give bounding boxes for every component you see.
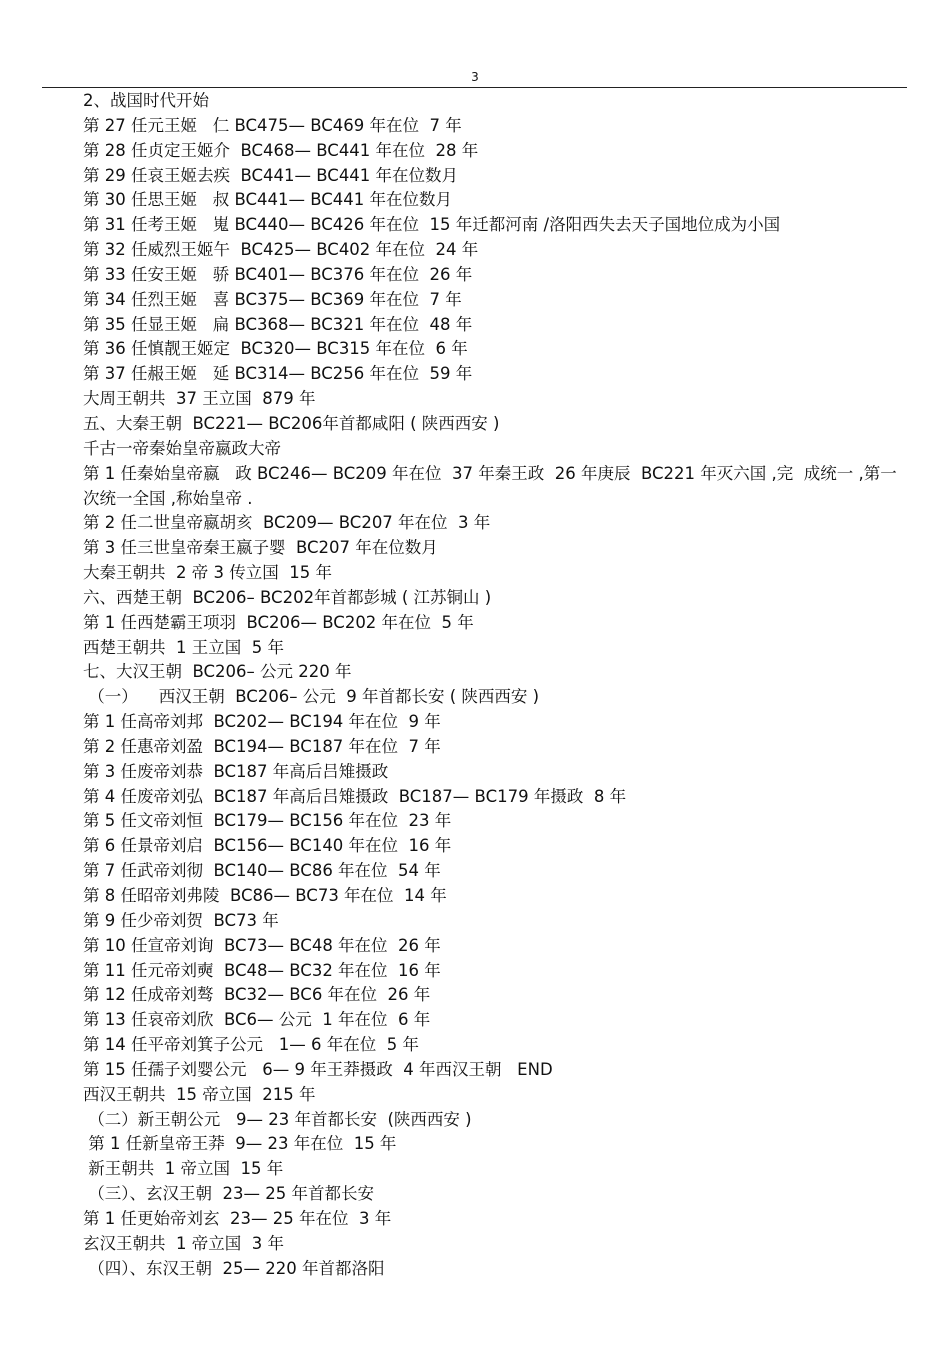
text-line: 第 3 任废帝刘恭 BC187 年高后吕雉摄政 <box>83 761 389 781</box>
text-line: 第 33 任安王姬 骄 BC401— BC376 年在位 26 年 <box>83 264 473 284</box>
document-body <box>83 89 913 1282</box>
section-heading: 五、大秦王朝 BC221— BC206年首都咸阳 ( 陕西西安 ) <box>83 413 500 433</box>
text-line: 第 29 任哀王姬去疾 BC441— BC441 年在位数月 <box>83 165 459 185</box>
subsection-heading: （二）新王朝公元 9— 23 年首都长安 (陕西西安 ) <box>83 1109 472 1129</box>
text-line: 大周王朝共 37 王立国 879 年 <box>83 389 316 409</box>
text-line: 大秦王朝共 2 帝 3 传立国 15 年 <box>83 563 332 583</box>
text-line: 第 11 任元帝刘奭 BC48— BC32 年在位 16 年 <box>83 960 441 980</box>
text-line: 第 27 任元王姬 仁 BC475— BC469 年在位 7 年 <box>83 115 462 135</box>
subsection-heading: （四）、东汉王朝 25— 220 年首都洛阳 <box>83 1258 385 1278</box>
text-line: 西楚王朝共 1 王立国 5 年 <box>83 637 284 657</box>
subsection-heading: （三）、玄汉王朝 23— 25 年首都长安 <box>83 1184 374 1204</box>
text-line: 第 10 任宣帝刘询 BC73— BC48 年在位 26 年 <box>83 935 441 955</box>
page-number: 3 <box>471 70 479 84</box>
text-line: 第 37 任赧王姬 延 BC314— BC256 年在位 59 年 <box>83 364 473 384</box>
section-heading: 六、西楚王朝 BC206– BC202年首都彭城 ( 江苏铜山 ) <box>83 587 492 607</box>
text-line: 第 14 任平帝刘箕子公元 1— 6 年在位 5 年 <box>83 1035 419 1055</box>
text-line: 第 34 任烈王姬 喜 BC375— BC369 年在位 7 年 <box>83 289 462 309</box>
text-line: 第 31 任考王姬 嵬 BC440— BC426 年在位 15 年迁都河南 /洛阳西失去天子国地位成为小国 <box>83 215 781 235</box>
text-line: 第 7 任武帝刘彻 BC140— BC86 年在位 54 年 <box>83 861 441 881</box>
text-line: 第 15 任孺子刘婴公元 6— 9 年王莽摄政 4 年西汉王朝 END <box>83 1059 553 1079</box>
section-heading: 七、大汉王朝 BC206– 公元 220 年 <box>83 662 352 682</box>
text-line: 第 6 任景帝刘启 BC156— BC140 年在位 16 年 <box>83 836 452 856</box>
text-line: 第 1 任西楚霸王项羽 BC206— BC202 年在位 5 年 <box>83 612 474 632</box>
text-line: 第 1 任更始帝刘玄 23— 25 年在位 3 年 <box>83 1208 392 1228</box>
header-rule <box>42 87 907 88</box>
text-line: 西汉王朝共 15 帝立国 215 年 <box>83 1084 316 1104</box>
text-line: 第 2 任惠帝刘盈 BC194— BC187 年在位 7 年 <box>83 736 441 756</box>
text-line: 第 2 任二世皇帝嬴胡亥 BC209— BC207 年在位 3 年 <box>83 513 491 533</box>
text-line: 千古一帝秦始皇帝嬴政大帝 <box>83 438 281 458</box>
text-line: 第 35 任显王姬 扁 BC368— BC321 年在位 48 年 <box>83 314 473 334</box>
subsection-heading: （一） 西汉王朝 BC206– 公元 9 年首都长安 ( 陕西西安 ) <box>83 687 540 707</box>
text-line: 第 5 任文帝刘恒 BC179— BC156 年在位 23 年 <box>83 811 452 831</box>
text-line: 第 13 任哀帝刘欣 BC6— 公元 1 年在位 6 年 <box>83 1010 431 1030</box>
text-line: 第 1 任秦始皇帝嬴 政 BC246— BC209 年在位 37 年秦王政 26 年庚辰 BC221 年灭六国 ,完 成统一 ,第一次统一全国 ,称始皇帝 . <box>83 463 897 508</box>
text-line: 第 28 任贞定王姬介 BC468— BC441 年在位 28 年 <box>83 140 479 160</box>
text-line: 2、战国时代开始 <box>83 91 209 110</box>
text-line: 第 12 任成帝刘骜 BC32— BC6 年在位 26 年 <box>83 985 431 1005</box>
text-line: 第 1 任高帝刘邦 BC202— BC194 年在位 9 年 <box>83 712 441 732</box>
text-line: 第 36 任慎靓王姬定 BC320— BC315 年在位 6 年 <box>83 339 468 359</box>
text-line: 第 32 任威烈王姬午 BC425— BC402 年在位 24 年 <box>83 240 479 260</box>
text-line: 第 30 任思王姬 叔 BC441— BC441 年在位数月 <box>83 190 453 210</box>
text-line: 第 4 任废帝刘弘 BC187 年高后吕雉摄政 BC187— BC179 年摄政 8 年 <box>83 786 627 806</box>
text-line: 第 8 任昭帝刘弗陵 BC86— BC73 年在位 14 年 <box>83 886 447 905</box>
text-line: 第 1 任新皇帝王莽 9— 23 年在位 15 年 <box>83 1134 397 1154</box>
text-line: 第 3 任三世皇帝秦王嬴子婴 BC207 年在位数月 <box>83 538 438 558</box>
text-line: 第 9 任少帝刘贺 BC73 年 <box>83 910 279 930</box>
text-line: 玄汉王朝共 1 帝立国 3 年 <box>83 1233 284 1253</box>
text-line: 新王朝共 1 帝立国 15 年 <box>83 1159 284 1179</box>
